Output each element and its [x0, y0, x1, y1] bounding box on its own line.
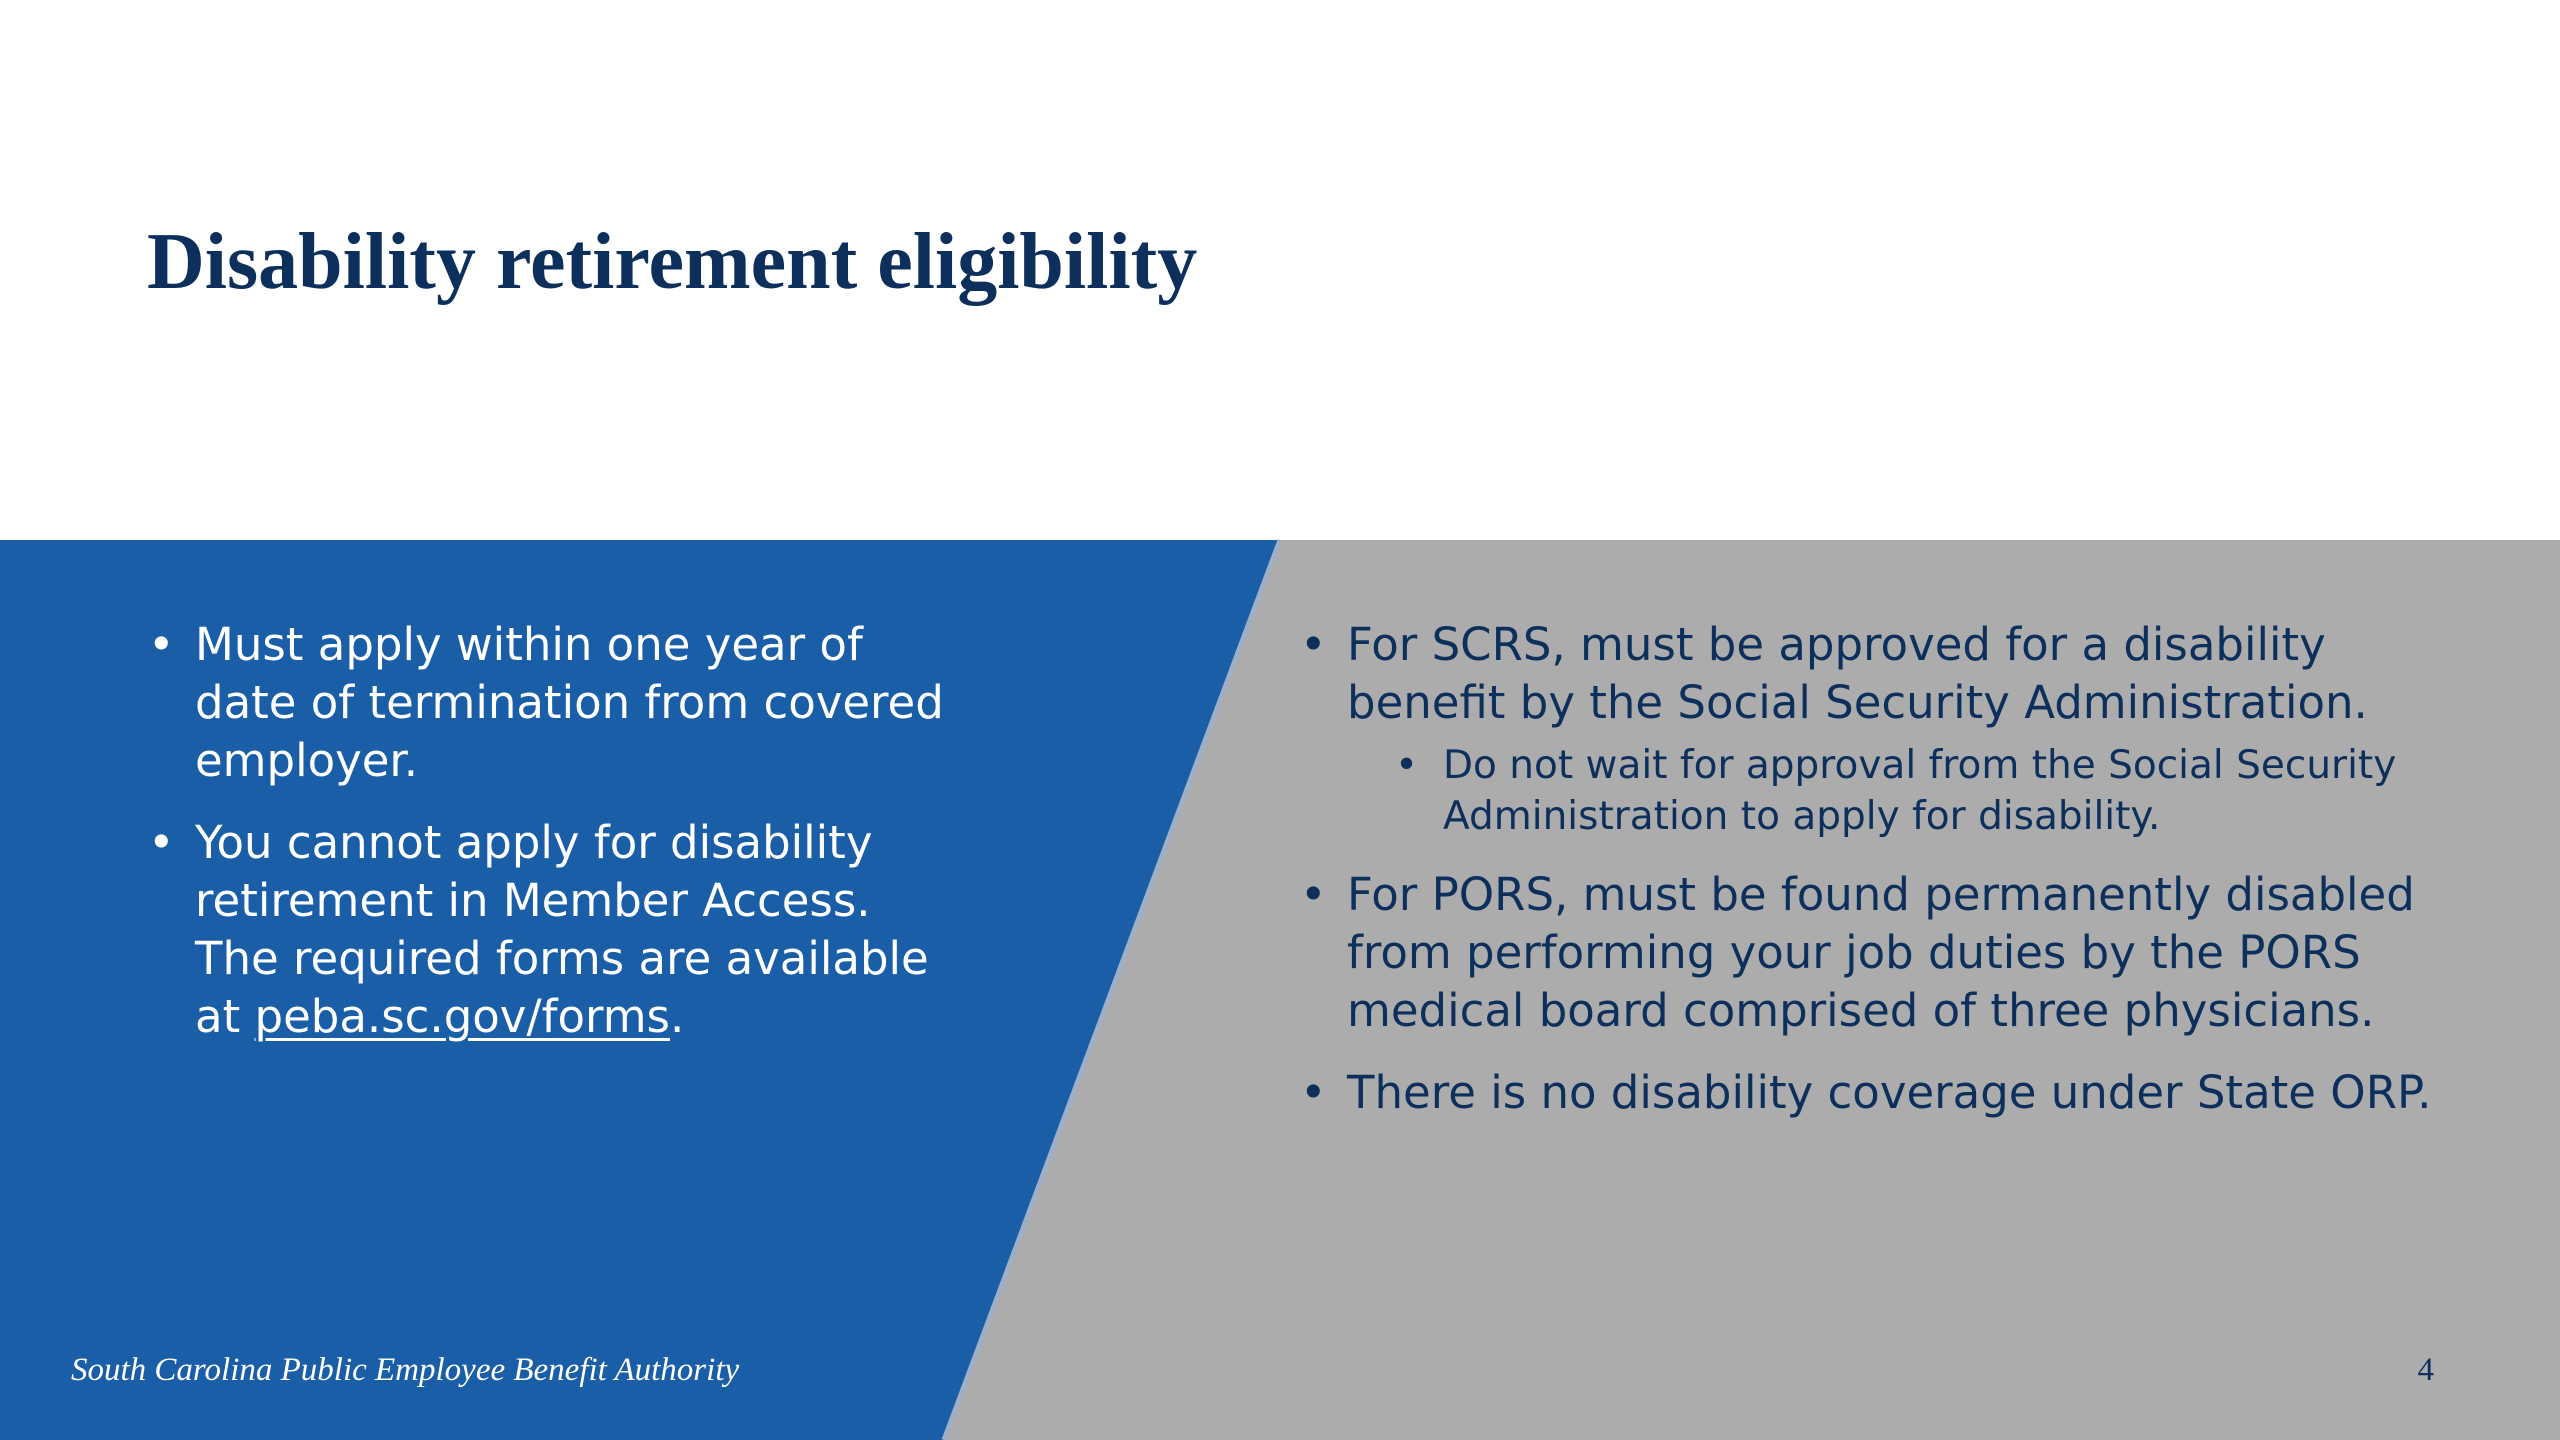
footer-organization-name: South Carolina Public Employee Benefit Authority: [71, 1352, 740, 1388]
sub-bullet-dot: •: [1395, 743, 1419, 788]
left-bullet-list: [148, 616, 955, 1070]
left-bullet-item: [148, 814, 955, 1046]
right-bullet-item: [1300, 1064, 2497, 1122]
slide-title: Disability retirement eligibility: [147, 218, 1198, 306]
sub-bullet-item: [1395, 740, 2497, 842]
bullet-dot: •: [1300, 868, 1327, 921]
right-bullet-item: [1300, 866, 2497, 1040]
left-bullet-item: [148, 616, 955, 790]
bullet-dot: •: [1300, 1066, 1327, 1119]
bullet-dot: •: [148, 816, 175, 869]
peba-forms-link[interactable]: peba.sc.gov/forms: [254, 990, 670, 1043]
left-bullet-text: Must apply within one year of date of termination from covered employer.: [195, 618, 944, 787]
left-bullet-suffix: .: [669, 990, 685, 1043]
sub-bullet-text: Do not wait for approval from the Social Security Administration to apply for disability.: [1443, 743, 2397, 839]
right-bullet-text: For SCRS, must be approved for a disability benefit by the Social Security Administration.: [1347, 618, 2368, 729]
right-bullet-list: [1300, 616, 2497, 1146]
bullet-dot: •: [148, 618, 175, 671]
bullet-dot: •: [1300, 618, 1327, 671]
right-bullet-item: [1300, 616, 2497, 842]
left-bullet-text: You cannot apply for disability retirement in Member Access. The required forms are available at: [195, 816, 929, 1043]
page-number: 4: [2417, 1352, 2434, 1388]
right-bullet-text: There is no disability coverage under State ORP.: [1347, 1066, 2432, 1119]
right-bullet-text: For PORS, must be found permanently disabled from performing your job duties by the PORS medical board comprised of three physicians.: [1347, 868, 2415, 1037]
sub-bullet-list: [1395, 740, 2497, 842]
